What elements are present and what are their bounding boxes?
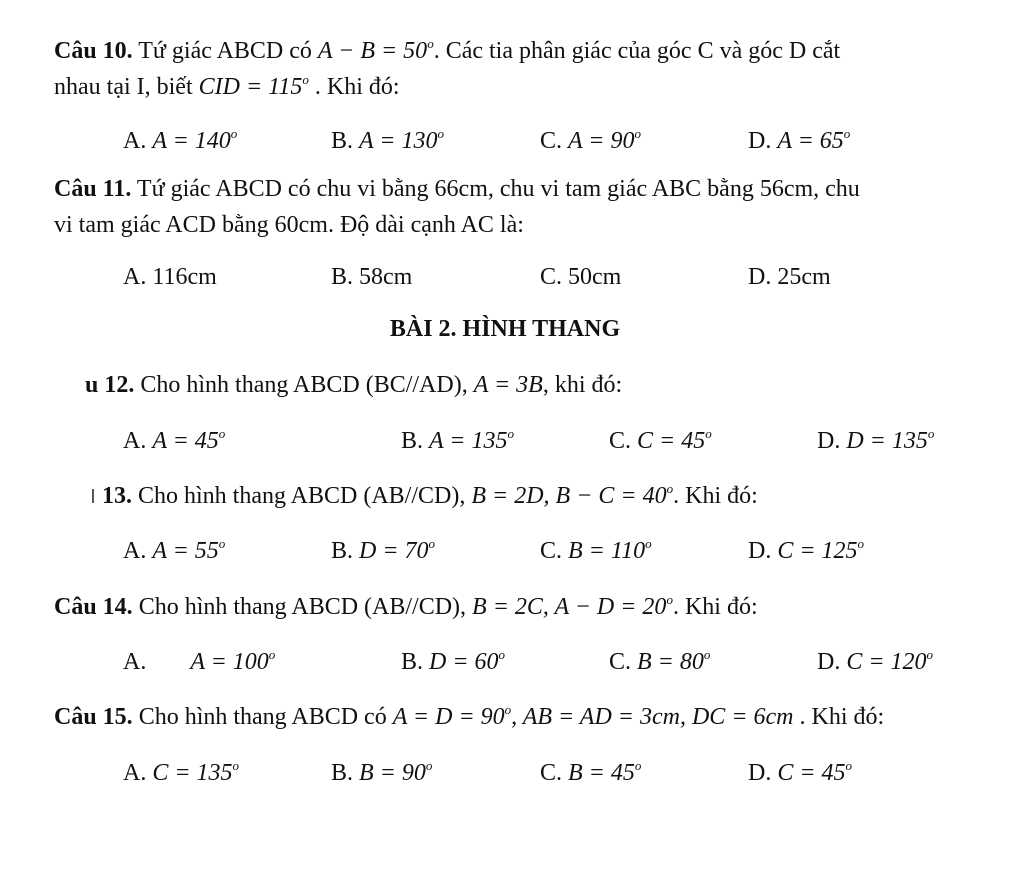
- q10-text: Tứ giác ABCD có: [132, 38, 318, 64]
- q10-line-1: [54, 36, 841, 66]
- q11-text: vi tam giác ACD bằng 60cm. Độ dài cạnh AC là:: [54, 212, 524, 238]
- q15-option-a: A. $C = 135^o$: [123, 758, 240, 786]
- q13-math: B = 2D, B − C = 40: [471, 483, 667, 509]
- q14-text: . Khi đó:: [672, 594, 758, 620]
- q13-option-c: C. $B = 110^o$: [540, 536, 652, 564]
- q11-option-c: C. 50cm: [540, 264, 622, 290]
- q14-option-b: B. $D = 60^o$: [401, 647, 506, 675]
- section-title: BÀI 2. HÌNH THANG: [389, 316, 621, 342]
- q13-line-1: [92, 481, 758, 510]
- q10-text: . Khi đó:: [308, 74, 400, 100]
- q15-line-1: [54, 702, 884, 731]
- q12-option-b: B. $A = 135^o$: [401, 426, 514, 454]
- q15-option-b: B. $B = 90^o$: [331, 758, 433, 786]
- q10-option-d: D. $A = 65^o$: [748, 126, 851, 154]
- q13-option-d: D. $C = 125^o$: [748, 536, 865, 564]
- q14-option-a: A. $A = 100^o$: [123, 647, 276, 675]
- q15-label: Câu 15.: [54, 704, 133, 730]
- q11-option-a: A. 116cm: [123, 264, 217, 290]
- q15-option-d: D. $C = 45^o$: [748, 758, 853, 786]
- degree-mark: o: [302, 72, 309, 87]
- q15-math: , AB = AD = 3cm, DC = 6cm: [511, 704, 794, 730]
- q15-text: Cho hình thang ABCD có: [132, 704, 393, 730]
- q10-option-b: B. $A = 130^o$: [331, 126, 444, 154]
- q14-option-c: C. $B = 80^o$: [609, 647, 711, 675]
- q13-label: 13.: [102, 483, 132, 509]
- q10-option-a: A. $A = 140^o$: [123, 126, 238, 154]
- q14-math: B = 2C, A − D = 20: [472, 594, 667, 620]
- q10-math: A − B = 50: [317, 38, 428, 64]
- cut-off-mark: [92, 489, 94, 503]
- q14-label: Câu 14.: [54, 594, 133, 620]
- degree-mark: o: [427, 36, 434, 51]
- q15-math: A = D = 90: [392, 704, 505, 730]
- q12-math: A = 3B: [473, 372, 543, 398]
- q10-option-c: C. $A = 90^o$: [540, 126, 641, 154]
- q11-label: Câu 11.: [54, 176, 132, 202]
- q12-option-a: A. $A = 45^o$: [123, 426, 226, 454]
- q13-option-a: A. $A = 55^o$: [123, 536, 226, 564]
- q12-option-d: D. $D = 135^o$: [817, 426, 935, 454]
- q14-option-d: D. $C = 120^o$: [817, 647, 934, 675]
- degree-mark: o: [666, 592, 673, 607]
- q10-line-2: [54, 72, 400, 101]
- q11-option-b: B. 58cm: [331, 264, 413, 290]
- q10-math: CID = 115: [198, 74, 303, 100]
- q11-line-2: [54, 212, 524, 239]
- q12-text: Cho hình thang ABCD (BC//AD),: [134, 372, 474, 398]
- q12-line-1: [85, 372, 622, 399]
- degree-mark: o: [504, 702, 512, 717]
- q15-option-c: C. $B = 45^o$: [540, 758, 642, 786]
- q12-text: , khi đó:: [542, 372, 623, 398]
- q14-line-1: [54, 592, 758, 621]
- q15-text: . Khi đó:: [793, 704, 885, 730]
- q11-option-d: D. 25cm: [748, 264, 831, 290]
- q13-option-b: B. $D = 70^o$: [331, 536, 436, 564]
- q10-label: Câu 10.: [54, 38, 133, 64]
- q13-text: Cho hình thang ABCD (AB//CD),: [132, 483, 472, 509]
- q11-line-1: [54, 176, 860, 203]
- q11-text: Tứ giác ABCD có chu vi bằng 66cm, chu vi tam giác ABC bằng 56cm, chu: [131, 176, 860, 202]
- q12-label: u 12.: [85, 372, 135, 398]
- q12-option-c: C. $C = 45^o$: [609, 426, 712, 454]
- q13-text: . Khi đó:: [673, 483, 758, 509]
- q14-text: Cho hình thang ABCD (AB//CD),: [132, 594, 473, 620]
- q10-text: nhau tại I, biết: [54, 74, 199, 100]
- degree-mark: o: [666, 481, 674, 496]
- q10-text: . Các tia phân giác của góc C và góc D cắt: [433, 38, 841, 64]
